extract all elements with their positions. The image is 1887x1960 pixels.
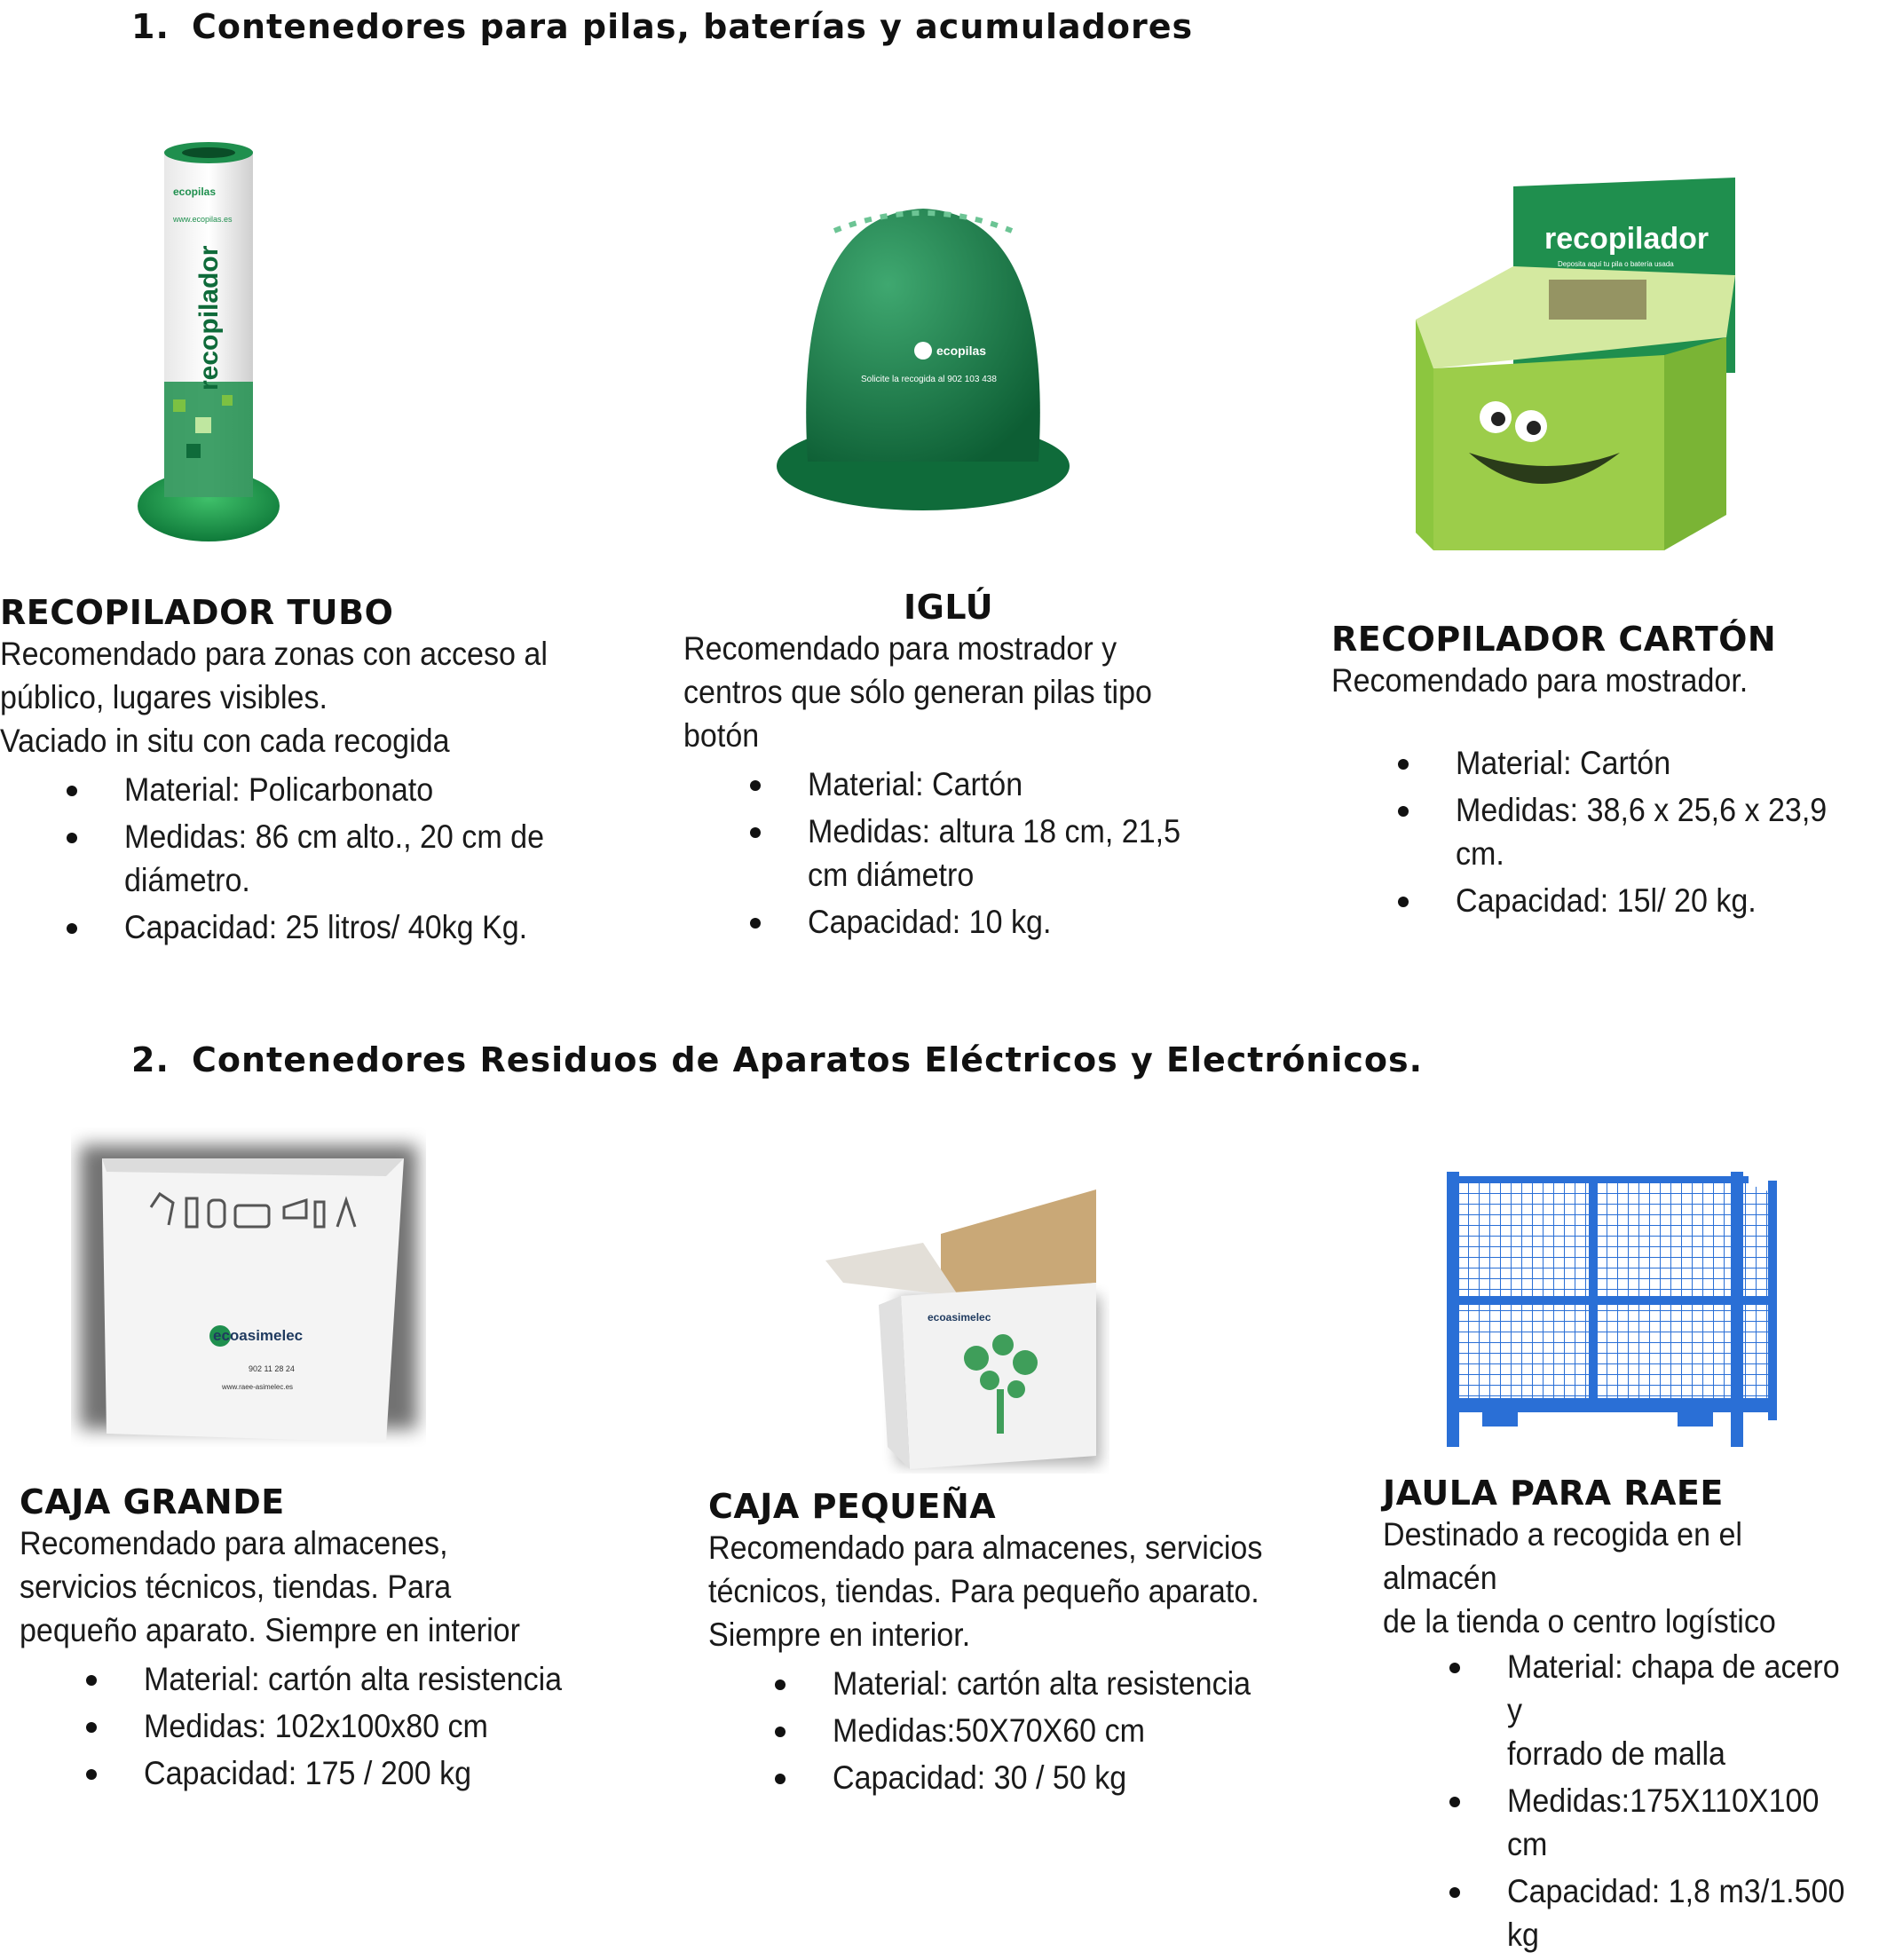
jaula-desc-2: de la tienda o centro logístico	[1383, 1603, 1776, 1640]
recopilador-carton-image	[1398, 178, 1753, 559]
card-recopilador-tubo	[0, 593, 621, 952]
jaula-image	[1447, 1172, 1784, 1456]
caja-pequena-title: CAJA PEQUEÑA	[708, 1487, 997, 1526]
caja-grande-spec-capacidad: Capacidad: 175 / 200 kg	[20, 1751, 641, 1795]
tubo-spec-material: Material: Policarbonato	[0, 768, 621, 811]
iglu-spec-capacidad: Capacidad: 10 kg.	[683, 900, 1269, 944]
tubo-title: RECOPILADOR TUBO	[0, 593, 394, 632]
tubo-logo: ecopilas	[173, 186, 217, 198]
jaula-specs	[1383, 1645, 1887, 1956]
tubo-label: recopilador	[194, 245, 224, 391]
iglu-spec-medidas: Medidas: altura 18 cm, 21,5 cm diámetro	[683, 810, 1269, 897]
section-1-title: Contenedores para pilas, baterías y acumuladores	[192, 7, 1194, 46]
iglu-title: IGLÚ	[904, 588, 994, 627]
section-1-number: 1.	[131, 7, 170, 46]
carton-title: RECOPILADOR CARTÓN	[1331, 620, 1777, 659]
iglu-image	[772, 195, 1074, 515]
caja-pequena-spec-capacidad: Capacidad: 30 / 50 kg	[708, 1756, 1330, 1799]
iglu-desc-1: Recomendado para mostrador y	[683, 630, 1117, 667]
recopilador-tubo-image	[133, 133, 284, 550]
caja-grande-image	[71, 1127, 426, 1447]
jaula-spec-capacidad: Capacidad: 1,8 m3/1.500 kg	[1383, 1869, 1887, 1956]
section-2-number: 2.	[131, 1040, 170, 1079]
carton-spec-material: Material: Cartón	[1331, 741, 1882, 785]
caja-grande-phone: 902 11 28 24	[249, 1364, 295, 1373]
jaula-title: JAULA PARA RAEE	[1383, 1474, 1724, 1513]
caja-pequena-desc-2: técnicos, tiendas. Para pequeño aparato.	[708, 1573, 1259, 1609]
caja-pequena-desc-1: Recomendado para almacenes, servicios	[708, 1529, 1263, 1566]
tubo-web: www.ecopilas.es	[173, 215, 233, 224]
caja-grande-desc-3: pequeño aparato. Siempre en interior	[20, 1612, 520, 1648]
carton-specs	[1331, 741, 1882, 922]
tubo-spec-capacidad: Capacidad: 25 litros/ 40kg Kg.	[0, 905, 621, 949]
iglu-spec-material: Material: Cartón	[683, 763, 1269, 806]
section-1-heading	[131, 7, 1193, 46]
section-2-heading	[131, 1040, 1423, 1079]
section-2-title: Contenedores Residuos de Aparatos Eléctricos y Electrónicos.	[192, 1040, 1424, 1079]
jaula-spec-material: Material: chapa de acero y forrado de malla	[1383, 1645, 1887, 1775]
caja-pequena-logo: ecoasimelec	[928, 1311, 991, 1324]
tubo-desc-1: Recomendado para zonas con acceso al	[0, 636, 548, 672]
carton-label: recopilador	[1544, 222, 1709, 256]
carton-desc-1: Recomendado para mostrador.	[1331, 662, 1749, 699]
caja-grande-spec-medidas: Medidas: 102x100x80 cm	[20, 1704, 641, 1748]
caja-pequena-spec-medidas: Medidas:50X70X60 cm	[708, 1709, 1330, 1752]
tubo-desc-3: Vaciado in situ con cada recogida	[0, 723, 450, 759]
caja-grande-desc-1: Recomendado para almacenes,	[20, 1525, 448, 1561]
caja-pequena-image	[825, 1181, 1109, 1474]
iglu-logo: ecopilas	[936, 344, 987, 358]
tubo-specs	[0, 768, 621, 949]
tubo-desc-2: público, lugares visibles.	[0, 679, 328, 715]
caja-pequena-spec-material: Material: cartón alta resistencia	[708, 1662, 1330, 1705]
card-caja-pequena	[708, 1487, 1330, 1803]
iglu-specs	[683, 763, 1269, 944]
caja-grande-desc-2: servicios técnicos, tiendas. Para	[20, 1569, 452, 1605]
tubo-spec-medidas: Medidas: 86 cm alto., 20 cm de diámetro.	[0, 815, 621, 902]
iglu-phone-text: Solicite la recogida al 902 103 438	[861, 375, 997, 384]
iglu-desc-2: centros que sólo generan pilas tipo	[683, 674, 1152, 710]
carton-sub: Deposita aquí tu pila o batería usada	[1558, 260, 1674, 268]
caja-grande-spec-material: Material: cartón alta resistencia	[20, 1657, 641, 1701]
card-iglu	[683, 588, 1269, 947]
iglu-desc-3: botón	[683, 717, 760, 754]
caja-grande-specs	[20, 1657, 641, 1795]
caja-pequena-desc-3: Siempre en interior.	[708, 1616, 971, 1653]
carton-spec-medidas: Medidas: 38,6 x 25,6 x 23,9 cm.	[1331, 788, 1882, 875]
jaula-desc-1: Destinado a recogida en el almacén	[1383, 1516, 1742, 1596]
caja-grande-web: www.raee-asimelec.es	[222, 1383, 294, 1391]
card-recopilador-carton	[1331, 620, 1882, 926]
carton-spec-capacidad: Capacidad: 15l/ 20 kg.	[1331, 879, 1882, 922]
card-caja-grande	[20, 1482, 641, 1798]
jaula-spec-medidas: Medidas:175X110X100 cm	[1383, 1779, 1887, 1866]
caja-grande-logo: ecoasimelec	[213, 1327, 304, 1344]
caja-pequena-specs	[708, 1662, 1330, 1799]
card-jaula	[1383, 1474, 1887, 1960]
caja-grande-title: CAJA GRANDE	[20, 1482, 285, 1521]
